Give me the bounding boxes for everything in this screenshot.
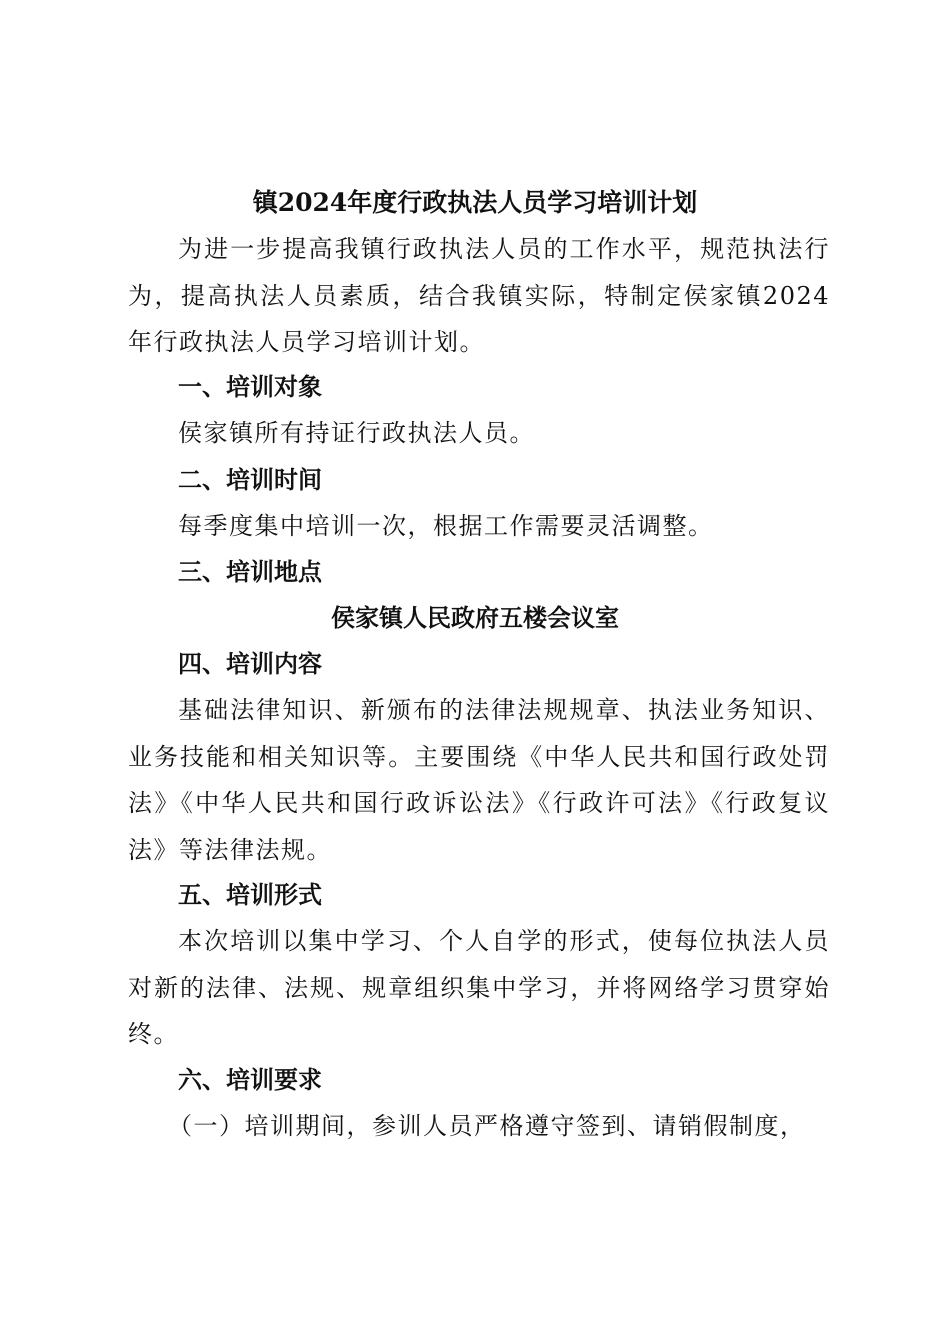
document-title: 镇2024年度行政执法人员学习培训计划 bbox=[252, 188, 698, 217]
intro-paragraph: 为进一步提高我镇行政执法人员的工作水平，规范执法行为，提高执法人员素质，结合我镇实际，特制定侯家镇2024年行政执法人员学习培训计划。 bbox=[128, 235, 830, 356]
section-body-training-format: 本次培训以集中学习、个人自学的形式，使每位执法人员对新的法律、法规、规章组织集中学习，并将网络学习贯穿始终。 bbox=[128, 927, 830, 1048]
section-heading-training-location: 三、培训地点 bbox=[178, 558, 322, 586]
section-heading-training-targets: 一、培训对象 bbox=[178, 373, 322, 401]
section-body-training-location: 侯家镇人民政府五楼会议室 bbox=[331, 603, 619, 632]
section-heading-training-requirements: 六、培训要求 bbox=[178, 1066, 322, 1094]
section-heading-training-format: 五、培训形式 bbox=[178, 881, 322, 909]
section-heading-training-content: 四、培训内容 bbox=[178, 650, 322, 678]
section-body-training-requirements: （一）培训期间，参训人员严格遵守签到、请销假制度， bbox=[168, 1112, 806, 1140]
section-heading-training-time: 二、培训时间 bbox=[178, 466, 322, 494]
section-body-training-targets: 侯家镇所有持证行政执法人员。 bbox=[178, 419, 535, 447]
section-body-training-content: 基础法律知识、新颁布的法律法规规章、执法业务知识、业务技能和相关知识等。主要围绕《中华人民共和国行政处罚法》《中华人民共和国行政诉讼法》《行政许可法》《行政复议法》等法律法规。 bbox=[128, 696, 830, 864]
section-body-training-time: 每季度集中培训一次，根据工作需要灵活调整。 bbox=[178, 512, 714, 540]
